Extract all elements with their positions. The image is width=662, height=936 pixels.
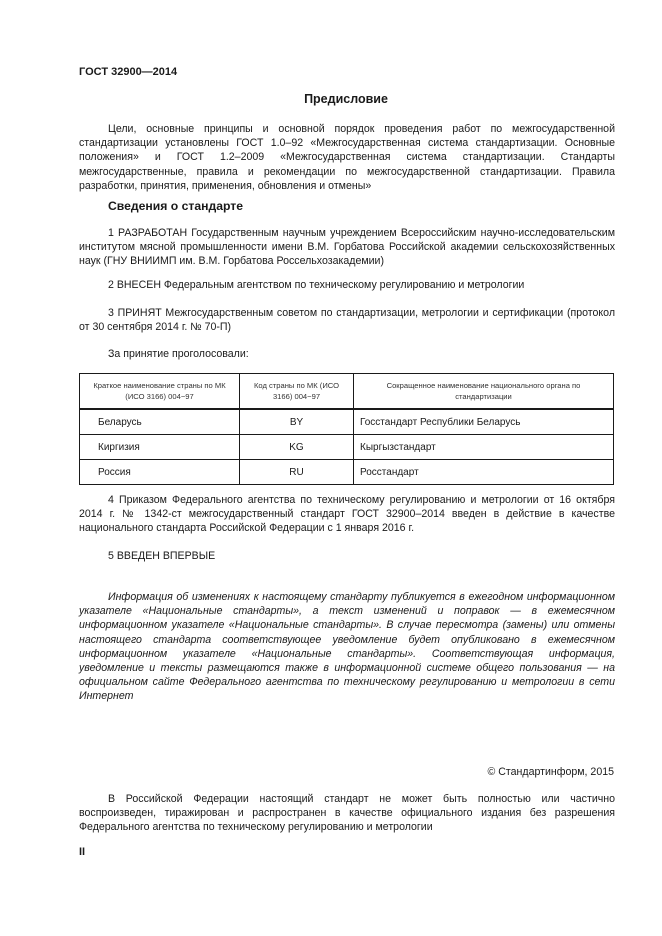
legal-notice: В Российской Федерации настоящий стандарт не может быть полностью или частично воспроизведен, тиражирован и распространен в качестве официального издания без разрешения Федерального агентства по техническому регулированию и метрологии: [79, 793, 615, 834]
foreword-paragraph: Цели, основные принципы и основной порядок проведения работ по межгосударственной стандартизации установлены ГОСТ 1.0–92 «Межгосударственная система стандартизации. Основные положения» и ГОСТ 1.2–2009 «Межгосударственная система стандартизации. Стандарты межгосударственные, правила и рекомендации по межгосударственной стандартизации. Правила разработки, принятия, применения, обновления и отмены»: [79, 123, 615, 192]
page-title: Предисловие: [304, 92, 388, 106]
copyright: © Стандартинформ, 2015: [487, 766, 614, 778]
table-header-row: [80, 374, 614, 410]
voting-table: [79, 373, 614, 485]
table-row: [80, 460, 614, 485]
table-cell-country: Россия: [80, 460, 240, 485]
document-header: ГОСТ 32900—2014: [79, 66, 178, 78]
table-cell-code: BY: [240, 409, 354, 435]
table-header-country: Краткое наименование страны по МК (ИСО 3166) 004−97: [80, 374, 240, 410]
table-cell-body: Росстандарт: [354, 460, 614, 485]
table-header-body: Сокращенное наименование национального органа по стандартизации: [354, 374, 614, 410]
item-introduced: 2 ВНЕСЕН Федеральным агентством по техническому регулированию и метрологии: [108, 279, 525, 291]
table-cell-country: Киргизия: [80, 435, 240, 460]
item-first-introduced: 5 ВВЕДЕН ВПЕРВЫЕ: [108, 550, 216, 562]
item-adopted: 3 ПРИНЯТ Межгосударственным советом по стандартизации, метрологии и сертификации (протокол от 30 сентября 2014 г. № 70-П): [79, 307, 615, 334]
table-row: [80, 409, 614, 435]
table-row: [80, 435, 614, 460]
item-enacted: 4 Приказом Федерального агентства по техническому регулированию и метрологии от 16 октября 2014 г. № 1342-ст межгосударственный стандарт ГОСТ 32900–2014 введен в действие в качестве национального стандарта Российской Федерации с 1 января 2016 г.: [79, 494, 615, 535]
table-cell-code: KG: [240, 435, 354, 460]
table-cell-body: Кыргызстандарт: [354, 435, 614, 460]
info-note: Информация об изменениях к настоящему стандарту публикуется в ежегодном информационном указателе «Национальные стандарты», а текст изменений и поправок — в ежемесячном информационном указателе «Национальные стандарты». В случае пересмотра (замены) или отмены настоящего стандарта соответствующее уведомление будет опубликовано в ежемесячном информационном указателе «Национальные стандарты». Соответствующая информация, уведомление и тексты размещаются также в информационной системе общего пользования — на официальном сайте Федерального агентства по техническому регулированию и метрологии в сети Интернет: [79, 591, 615, 703]
item-developed: 1 РАЗРАБОТАН Государственным научным учреждением Всероссийским научно-исследовательским институтом мясной промышленности имени В.М. Горбатова Российской академии сельскохозяйственных наук (ГНУ ВНИИМП им. В.М. Горбатова Россельхозакадемии): [79, 227, 615, 268]
page-number: II: [79, 846, 86, 858]
section-title: Сведения о стандарте: [108, 199, 244, 213]
table-cell-code: RU: [240, 460, 354, 485]
voted-intro: За принятие проголосовали:: [108, 348, 249, 360]
table-cell-country: Беларусь: [80, 409, 240, 435]
table-cell-body: Госстандарт Республики Беларусь: [354, 409, 614, 435]
table-header-code: Код страны по МК (ИСО 3166) 004−97: [240, 374, 354, 410]
